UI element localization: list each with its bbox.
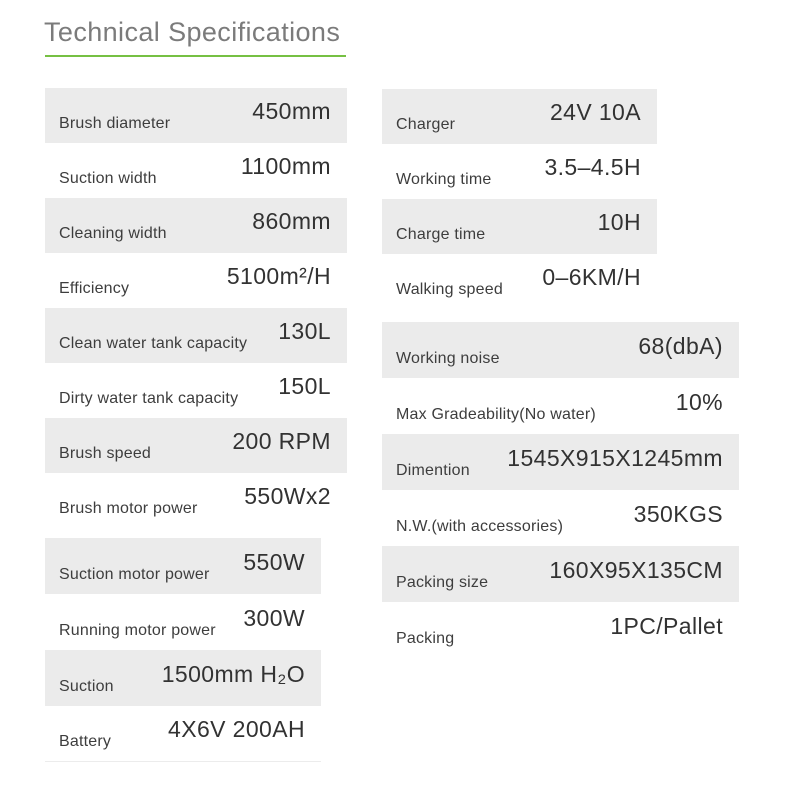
spec-label: Cleaning width [59, 225, 167, 242]
spec-value: 1PC/Pallet [610, 612, 723, 639]
spec-value: 1500mm H₂O [161, 660, 305, 687]
spec-value: 0–6KM/H [542, 264, 641, 290]
spec-row [45, 650, 321, 706]
spec-value: 5100m²/H [226, 263, 331, 289]
spec-value: 1545X915X1245mm [507, 444, 723, 471]
spec-value: 160X95X135CM [549, 556, 723, 583]
spec-label: Dirty water tank capacity [59, 390, 239, 407]
spec-label: Suction width [59, 170, 157, 187]
spec-row [45, 308, 347, 363]
spec-value: 860mm [252, 208, 331, 234]
spec-row [382, 602, 739, 658]
spec-block-right-top [382, 89, 657, 309]
spec-label: Running motor power [59, 622, 216, 639]
spec-row [45, 363, 347, 418]
spec-row [45, 706, 321, 762]
spec-block-left-top [45, 88, 347, 528]
spec-block-right-bottom [382, 322, 739, 658]
spec-row [45, 253, 347, 308]
spec-label: Charger [396, 116, 456, 133]
spec-label: Working time [396, 171, 492, 188]
spec-label: Packing [396, 630, 455, 647]
spec-row [382, 378, 739, 434]
spec-label: Brush motor power [59, 500, 198, 517]
spec-row [382, 199, 657, 254]
spec-row [45, 88, 347, 143]
title-underline-rule [45, 55, 346, 57]
spec-value: 68(dbA) [638, 332, 723, 359]
spec-label: Brush speed [59, 445, 152, 462]
spec-value: 10H [597, 209, 641, 235]
spec-row [382, 434, 739, 490]
spec-label: Battery [59, 733, 112, 750]
spec-value: 24V 10A [549, 99, 641, 125]
spec-row [45, 594, 321, 650]
spec-row [382, 546, 739, 602]
spec-block-left-bottom [45, 538, 321, 762]
spec-label: Walking speed [396, 281, 503, 298]
spec-row [382, 322, 739, 378]
spec-label: Dimention [396, 462, 470, 479]
page-title: Technical Specifications [44, 17, 341, 47]
spec-label: Charge time [396, 226, 486, 243]
spec-value: 1100mm [240, 153, 331, 179]
spec-label: Efficiency [59, 280, 130, 297]
spec-row [45, 473, 347, 528]
spec-value: 10% [675, 388, 723, 415]
spec-value: 200 RPM [232, 428, 331, 454]
spec-label: Max Gradeability(No water) [396, 406, 596, 423]
spec-row [45, 538, 321, 594]
spec-row [45, 418, 347, 473]
spec-row [382, 254, 657, 309]
spec-value: 550Wx2 [244, 483, 331, 509]
spec-value: 300W [243, 604, 305, 631]
spec-value: 550W [243, 548, 305, 575]
spec-value: 130L [278, 318, 331, 344]
spec-label: Suction motor power [59, 566, 210, 583]
spec-label: N.W.(with accessories) [396, 518, 564, 535]
spec-value: 350KGS [633, 500, 723, 527]
spec-value: 450mm [252, 98, 331, 124]
spec-label: Suction [59, 678, 114, 695]
spec-row [382, 490, 739, 546]
spec-row [45, 143, 347, 198]
spec-value: 4X6V 200AH [168, 716, 305, 742]
spec-value: 3.5–4.5H [544, 154, 641, 180]
spec-row [45, 198, 347, 253]
spec-row [382, 89, 657, 144]
spec-value: 150L [278, 373, 331, 399]
spec-label: Working noise [396, 350, 500, 367]
spec-label: Packing size [396, 574, 489, 591]
spec-label: Clean water tank capacity [59, 335, 248, 352]
spec-row [382, 144, 657, 199]
spec-label: Brush diameter [59, 115, 171, 132]
